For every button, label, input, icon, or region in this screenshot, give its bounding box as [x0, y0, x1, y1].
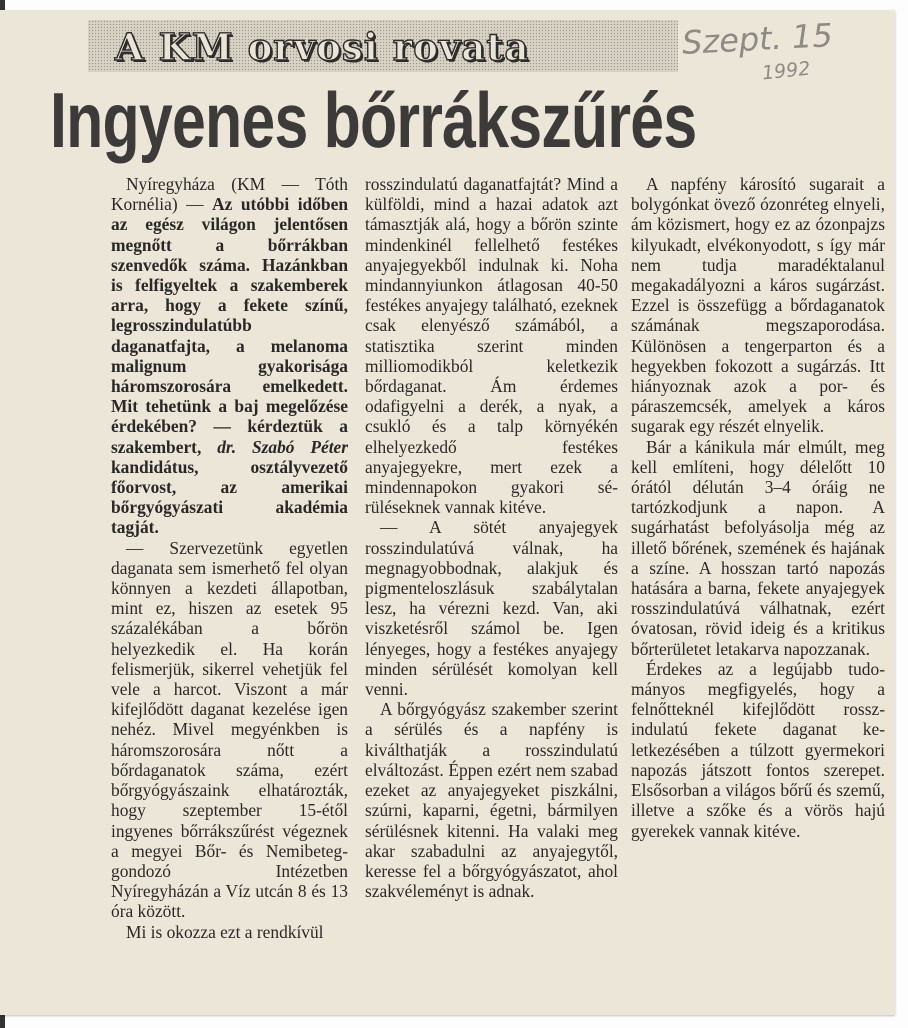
body-paragraph: Érdekes az a legújabb tudományos megfigyelés, hogy a felnőtteknél kifejlődött rosszindulatú fekete daganat keletkezésében a túlzott gyermekori napozás játszott fontos szerepet. Elsősorban a világos bőrű és szemű, illetve a szőke és a vörös hajú gyerekek vannak kitéve.: [631, 658, 885, 841]
lead-text-end: kandidátus, osztályvezető főorvost, az amerikai bőrgyógyászati akadémia tagját.: [111, 456, 348, 538]
body-paragraph: Bár a kánikula már elmúlt, meg kell említeni, hogy délelőtt 10 órától délután 3–4 óráig ne tartózkodjunk a napon. A sugárhatást befolyásolja még az illető bőrének, szemének és hajának a színe. A hosszan tartó napozás hatására a barna, fekete anyajegyek rosszindulatúvá válhatnak, ezért óvatosan, rövid ideig és a kritikus bőrterületet letakarva napozzanak.: [631, 436, 885, 659]
headline: Ingyenes bőrrákszűrés: [50, 76, 697, 164]
expert-name: dr. Szabó Péter: [217, 436, 349, 457]
body-paragraph: — A sötét anyajegyek rosszindulatúvá válnak, ha megnagyobbodnak, alakjuk és pigmenteloszlásuk szabálytalan lesz, ha vérezni kezd. Van, aki viszketésről számol be. Igen lényeges, hogy a festékes anyajegy minden sérülését komolyan kell venni.: [365, 517, 618, 700]
article-column-2: [365, 174, 618, 901]
rubric-title: A KM orvosi rovata: [115, 25, 530, 69]
body-paragraph: — Szervezetünk egyetlen daganata sem ismerhető fel olyan könnyen a kezdeti állapotban, mint ez, hiszen az esetek 95 százalékában a bőrön helyezkedik el. Ha korán felismerjük, sikerrel vehetjük fel vele a harcot. Viszont a már kifejlődött daganat kezelése igen nehéz. Mivel megyénkben is háromszorosára nőtt a bőrdaganatok száma, ezért bőrgyógyászaink elhatározták, hogy szeptember 15-étől ingyenes bőrrákszűrést végeznek a megyei Bőr- és Nemibeteg-gondozó Intézetben Nyíregyházán a Víz utcán 8 és 13 óra között.: [111, 537, 348, 922]
handwritten-date: Szept. 15: [681, 16, 834, 62]
lead-paragraph: [111, 174, 348, 538]
lead-text: Az utóbbi időben az egész világon jelentősen megnőtt a bőrrákban szenvedők száma. Hazánkban is felfigyeltek a szakemberek arra, hogy a fekete színű, legrosszindulatúbb daganatfajta, a melanoma malignum gyakorisága háromszorosára emelkedett. Mit tehetünk a baj megelőzése érdekében? — kérdeztük a szakembert,: [111, 194, 348, 457]
body-paragraph: Mi is okozza ezt a rendkívül: [126, 921, 324, 942]
dateline: Nyíregyháza (KM — Tóth Kornélia) —: [111, 174, 348, 215]
article-column-1: [111, 174, 348, 942]
article-column-3: [631, 174, 885, 841]
body-paragraph: rosszindulatú daganatfajtát? Mind a külföldi, mind a hazai adatok azt támasztják alá, hogy a bőrön szinte mindenkinél fellelhető festékes anyajegyekből indulnak ki. Noha mindannyiunkon átlagosan 40-50 festékes anyajegy található, ezeknek csak elenyésző számából, a statisztika szerint minden milliomodikból keletkezik bőrdaganat. Ám érdemes odafigyelni a derék, a nyak, a csukló és a talp környékén elhelyezkedő festékes anyajegyekre, mert ezek a mindennapokon gyakori sérüléseknek vannak kitéve.: [365, 174, 619, 518]
handwritten-year: 1992: [760, 57, 812, 85]
body-paragraph: A bőrgyógyász szakember szerint a sérülés és a napfény is kiválthatják a rosszindulatú elváltozást. Éppen ezért nem szabad ezeket az anyajegyeket piszkálni, szúrni, kaparni, égetni, bármilyen sérülésnek kitenni. Ha valaki meg akar szabadulni az anyajegytől, keresse fel a bőrgyógyászatot, ahol szakvéleményt is adnak.: [365, 699, 618, 902]
body-paragraph: A napfény károsító sugarait a bolygónkat övező ózonréteg elnyeli, ám közismert, hogy ez az ózonpajzs kilyukadt, elvékonyodott, s így már nem tudja maradéktalanul megakadályozni a káros sugárzást. Ezzel is összefügg a bőrdaganatok számának megszaporodása. Különösen a tengerparton és a hegyekben fokozott a sugárzás. Itt hiányoznak azok a por- és páraszemcsék, amelyek a káros sugarak egy részét elnyelik.: [631, 174, 885, 437]
